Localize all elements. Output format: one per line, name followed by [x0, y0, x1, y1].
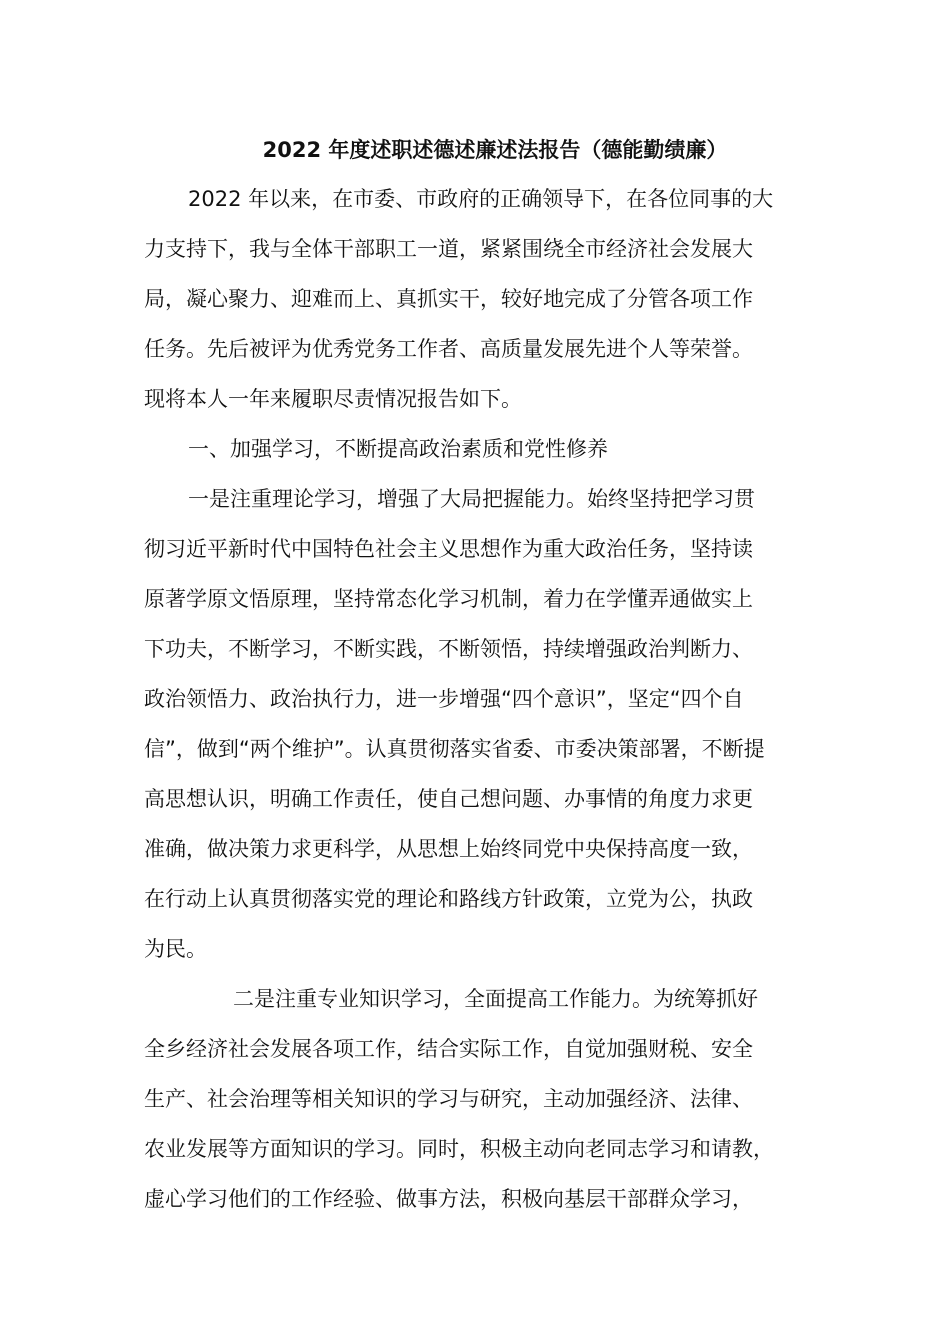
document-title: 2022 年度述职述德述廉述法报告（德能勤绩廉） [262, 138, 728, 162]
paragraph-line: 现将本人一年来履职尽责情况报告如下。 [144, 387, 522, 411]
paragraph-line: 2022 年以来，在市委、市政府的正确领导下，在各位同事的大 [188, 187, 774, 211]
paragraph-line: 信”，做到“两个维护”。认真贯彻落实省委、市委决策部署，不断提 [144, 737, 765, 761]
paragraph-line: 为民。 [144, 937, 207, 961]
paragraph-line: 生产、社会治理等相关知识的学习与研究，主动加强经济、法律、 [144, 1087, 753, 1111]
paragraph-line: 局，凝心聚力、迎难而上、真抓实干，较好地完成了分管各项工作 [144, 287, 753, 311]
paragraph-line: 任务。先后被评为优秀党务工作者、高质量发展先进个人等荣誉。 [144, 337, 753, 361]
paragraph-line: 彻习近平新时代中国特色社会主义思想作为重大政治任务，坚持读 [144, 537, 753, 561]
paragraph-line: 下功夫，不断学习，不断实践，不断领悟，持续增强政治判断力、 [144, 637, 753, 661]
paragraph-line: 准确，做决策力求更科学，从思想上始终同党中央保持高度一致， [144, 837, 753, 861]
paragraph-line: 政治领悟力、政治执行力，进一步增强“四个意识”，坚定“四个自 [144, 687, 744, 711]
paragraph-line: 全乡经济社会发展各项工作，结合实际工作，自觉加强财税、安全 [144, 1037, 753, 1061]
paragraph-line: 一是注重理论学习，增强了大局把握能力。始终坚持把学习贯 [188, 487, 755, 511]
paragraph-line: 二是注重专业知识学习，全面提高工作能力。为统筹抓好 [233, 987, 758, 1011]
paragraph-line: 虚心学习他们的工作经验、做事方法，积极向基层干部群众学习， [144, 1187, 753, 1211]
paragraph-line: 原著学原文悟原理，坚持常态化学习机制，着力在学懂弄通做实上 [144, 587, 753, 611]
section-heading: 一、加强学习，不断提高政治素质和党性修养 [188, 437, 608, 461]
paragraph-line: 高思想认识，明确工作责任，使自己想问题、办事情的角度力求更 [144, 787, 753, 811]
paragraph-line: 在行动上认真贯彻落实党的理论和路线方针政策，立党为公，执政 [144, 887, 753, 911]
paragraph-line: 农业发展等方面知识的学习。同时，积极主动向老同志学习和请教， [144, 1137, 774, 1161]
paragraph-line: 力支持下，我与全体干部职工一道，紧紧围绕全市经济社会发展大 [144, 237, 753, 261]
